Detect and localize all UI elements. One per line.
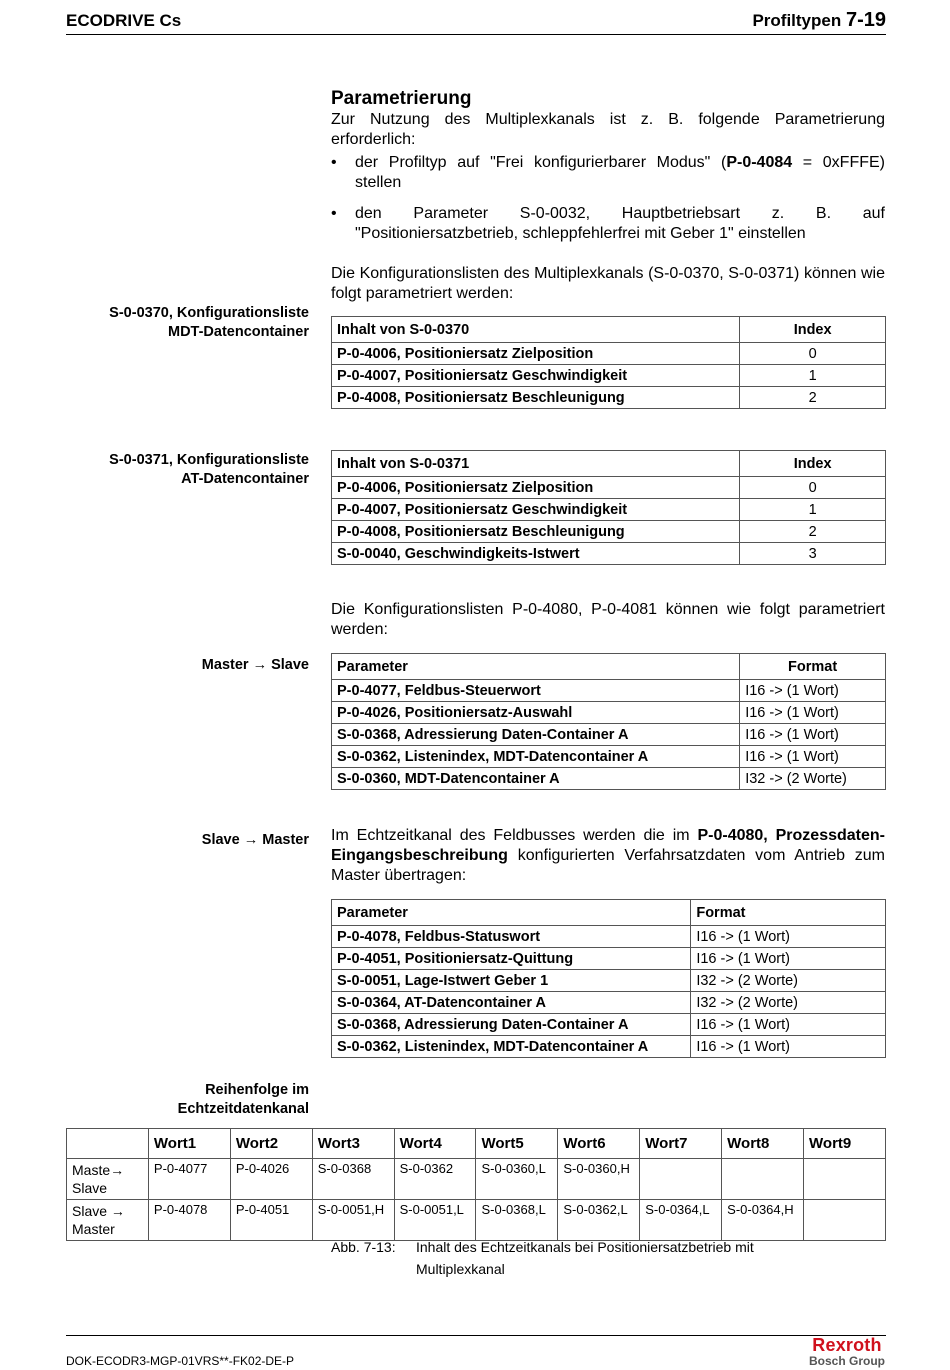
table-cell: I32 -> (2 Worte) bbox=[691, 970, 886, 992]
table-cell: P-0-4006, Positioniersatz Zielposition bbox=[332, 477, 740, 499]
table-slave-master bbox=[331, 899, 886, 1058]
header-chapter-text: Profiltypen bbox=[752, 11, 842, 30]
table-cell bbox=[804, 1200, 886, 1241]
row-label: Maste→ Slave bbox=[67, 1159, 149, 1200]
bullet-text: der Profiltyp auf "Frei konfigurierbarer Modus" (P-0-4084 = 0xFFFE) stellen bbox=[355, 154, 885, 191]
table-cell: I16 -> (1 Wort) bbox=[740, 680, 886, 702]
table-header: Wort8 bbox=[722, 1129, 804, 1159]
table-cell: 0 bbox=[740, 343, 886, 365]
side-label-master-slave: Master → Slave bbox=[201, 657, 309, 673]
table-row bbox=[332, 521, 886, 543]
table-cell: S-0-0362, Listenindex, MDT-Datencontainer A bbox=[332, 746, 740, 768]
table-row bbox=[332, 926, 886, 948]
bullet-text: den Parameter S-0-0032, Hauptbetriebsart z. B. auf "Positioniersatzbetrieb, schleppfehlerfrei mit Geber 1" einstellen bbox=[355, 205, 885, 242]
table-row bbox=[332, 365, 886, 387]
table-cell: S-0-0368 bbox=[312, 1159, 394, 1200]
caption-number: Abb. 7-13: bbox=[331, 1239, 396, 1255]
table-row bbox=[332, 746, 886, 768]
table-row bbox=[332, 970, 886, 992]
table-header-row bbox=[67, 1129, 886, 1159]
table-cell: S-0-0364, AT-Datencontainer A bbox=[332, 992, 691, 1014]
table-row bbox=[332, 387, 886, 409]
table-cell: S-0-0362,L bbox=[558, 1200, 640, 1241]
page-number: 7-19 bbox=[845, 9, 886, 31]
figure-caption bbox=[331, 1236, 754, 1280]
table-cell bbox=[722, 1159, 804, 1200]
caption-text-cont: Multiplexkanal bbox=[416, 1261, 505, 1277]
caption-text: Inhalt des Echtzeitkanals bei Positioniersatzbetrieb mit bbox=[416, 1239, 754, 1255]
table-header: Index bbox=[740, 317, 886, 343]
table-header: Inhalt von S-0-0371 bbox=[332, 451, 740, 477]
table-header: Wort3 bbox=[312, 1129, 394, 1159]
table-header bbox=[67, 1129, 149, 1159]
table-row bbox=[332, 543, 886, 565]
table-cell: P-0-4008, Positioniersatz Beschleunigung bbox=[332, 521, 740, 543]
table-cell: 3 bbox=[740, 543, 886, 565]
table-cell: I16 -> (1 Wort) bbox=[691, 1036, 886, 1058]
table-header: Inhalt von S-0-0370 bbox=[332, 317, 740, 343]
table-cell: P-0-4078, Feldbus-Statuswort bbox=[332, 926, 691, 948]
table-row bbox=[67, 1200, 886, 1241]
table-cell: P-0-4077 bbox=[148, 1159, 230, 1200]
table-cell: 1 bbox=[740, 499, 886, 521]
table-cell: S-0-0364,H bbox=[722, 1200, 804, 1241]
header-chapter bbox=[752, 9, 886, 32]
table-cell: 0 bbox=[740, 477, 886, 499]
table-cell: I16 -> (1 Wort) bbox=[691, 948, 886, 970]
table-header-row bbox=[332, 451, 886, 477]
table-cell: 2 bbox=[740, 387, 886, 409]
table-cell: S-0-0362, Listenindex, MDT-Datencontainer A bbox=[332, 1036, 691, 1058]
table-header: Parameter bbox=[332, 654, 740, 680]
table-cell: I16 -> (1 Wort) bbox=[740, 746, 886, 768]
header-rule bbox=[66, 34, 886, 35]
table-header: Wort1 bbox=[148, 1129, 230, 1159]
table-header: Wort9 bbox=[804, 1129, 886, 1159]
table-cell: S-0-0360, MDT-Datencontainer A bbox=[332, 768, 740, 790]
bullet-item-hauptbetriebsart bbox=[331, 204, 885, 244]
side-label-reihenfolge: Reihenfolge im Echtzeitdatenkanal bbox=[177, 1082, 309, 1117]
logo-brand: Rexroth bbox=[812, 1335, 882, 1355]
bullet-item-profiltyp bbox=[331, 153, 885, 193]
table-cell: S-0-0362 bbox=[394, 1159, 476, 1200]
table-cell: S-0-0040, Geschwindigkeits-Istwert bbox=[332, 543, 740, 565]
table-cell: P-0-4008, Positioniersatz Beschleunigung bbox=[332, 387, 740, 409]
rexroth-logo bbox=[806, 1336, 888, 1367]
table-cell: S-0-0360,H bbox=[558, 1159, 640, 1200]
table-cell: S-0-0051, Lage-Istwert Geber 1 bbox=[332, 970, 691, 992]
logo-sub: Bosch Group bbox=[808, 1354, 885, 1368]
table-cell: S-0-0360,L bbox=[476, 1159, 558, 1200]
table-row bbox=[332, 948, 886, 970]
table-header: Wort6 bbox=[558, 1129, 640, 1159]
table-cell: I16 -> (1 Wort) bbox=[691, 1014, 886, 1036]
table-header-row bbox=[332, 654, 886, 680]
table-cell: I16 -> (1 Wort) bbox=[740, 702, 886, 724]
table-row bbox=[332, 768, 886, 790]
table-header: Wort2 bbox=[230, 1129, 312, 1159]
bullet-dot: • bbox=[331, 205, 337, 222]
header-title: ECODRIVE Cs bbox=[66, 11, 182, 30]
side-label-s0371: S-0-0371, Konfigurationsliste AT-Datencontainer bbox=[109, 452, 309, 487]
konfig-paragraph: Die Konfigurationslisten des Multiplexkanals (S-0-0370, S-0-0371) können wie folgt parametriert werden: bbox=[331, 265, 885, 302]
table-cell: P-0-4006, Positioniersatz Zielposition bbox=[332, 343, 740, 365]
table-cell: P-0-4007, Positioniersatz Geschwindigkeit bbox=[332, 499, 740, 521]
table-cell: S-0-0368, Adressierung Daten-Container A bbox=[332, 724, 740, 746]
table-cell: S-0-0051,L bbox=[394, 1200, 476, 1241]
table-header: Format bbox=[740, 654, 886, 680]
konfig2-paragraph: Die Konfigurationslisten P-0-4080, P-0-4081 können wie folgt parametriert werden: bbox=[331, 601, 885, 638]
bullet-dot: • bbox=[331, 154, 337, 171]
table-header: Format bbox=[691, 900, 886, 926]
table-cell: P-0-4007, Positioniersatz Geschwindigkeit bbox=[332, 365, 740, 387]
side-label-slave-master: Slave → Master bbox=[201, 832, 309, 848]
table-header-row bbox=[332, 317, 886, 343]
table-header: Wort7 bbox=[640, 1129, 722, 1159]
table-row bbox=[332, 680, 886, 702]
table-cell: P-0-4077, Feldbus-Steuerwort bbox=[332, 680, 740, 702]
table-row bbox=[332, 477, 886, 499]
intro-paragraph: Zur Nutzung des Multiplexkanals ist z. B. folgende Parametrierung erforderlich: bbox=[331, 111, 885, 148]
table-cell: 1 bbox=[740, 365, 886, 387]
table-cell: P-0-4026 bbox=[230, 1159, 312, 1200]
footer-doc-id: DOK-ECODR3-MGP-01VRS**-FK02-DE-P bbox=[66, 1354, 295, 1368]
table-cell: S-0-0051,H bbox=[312, 1200, 394, 1241]
table-s0370 bbox=[331, 316, 886, 409]
table-header: Index bbox=[740, 451, 886, 477]
table-s0371 bbox=[331, 450, 886, 565]
table-cell: P-0-4051, Positioniersatz-Quittung bbox=[332, 948, 691, 970]
table-cell: P-0-4051 bbox=[230, 1200, 312, 1241]
table-cell: I16 -> (1 Wort) bbox=[740, 724, 886, 746]
table-cell: I32 -> (2 Worte) bbox=[691, 992, 886, 1014]
row-label: Slave → Master bbox=[67, 1200, 149, 1241]
table-row bbox=[332, 992, 886, 1014]
table-row bbox=[332, 724, 886, 746]
table-cell: S-0-0364,L bbox=[640, 1200, 722, 1241]
table-header: Wort5 bbox=[476, 1129, 558, 1159]
table-cell: 2 bbox=[740, 521, 886, 543]
echtzeit-paragraph: Im Echtzeitkanal des Feldbusses werden die im P-0-4080, Prozessdaten-Eingangsbeschreibung konfigurierten Verfahrsatzdaten vom Antrieb zum Master übertragen: bbox=[331, 827, 886, 884]
table-cell bbox=[804, 1159, 886, 1200]
table-cell: I32 -> (2 Worte) bbox=[740, 768, 886, 790]
table-row bbox=[332, 702, 886, 724]
side-label-s0370: S-0-0370, Konfigurationsliste MDT-Datencontainer bbox=[109, 305, 309, 340]
table-cell: I16 -> (1 Wort) bbox=[691, 926, 886, 948]
table-cell: P-0-4078 bbox=[148, 1200, 230, 1241]
table-header: Wort4 bbox=[394, 1129, 476, 1159]
table-cell: S-0-0368,L bbox=[476, 1200, 558, 1241]
table-row bbox=[332, 343, 886, 365]
table-header: Parameter bbox=[332, 900, 691, 926]
table-row bbox=[332, 1014, 886, 1036]
table-master-slave bbox=[331, 653, 886, 790]
table-row bbox=[332, 499, 886, 521]
table-row bbox=[67, 1159, 886, 1200]
table-header-row bbox=[332, 900, 886, 926]
table-cell: S-0-0368, Adressierung Daten-Container A bbox=[332, 1014, 691, 1036]
table-row bbox=[332, 1036, 886, 1058]
table-echtzeitkanal bbox=[66, 1128, 886, 1241]
section-title: Parametrierung bbox=[331, 88, 472, 109]
footer-rule bbox=[66, 1335, 886, 1336]
table-cell bbox=[640, 1159, 722, 1200]
table-cell: P-0-4026, Positioniersatz-Auswahl bbox=[332, 702, 740, 724]
